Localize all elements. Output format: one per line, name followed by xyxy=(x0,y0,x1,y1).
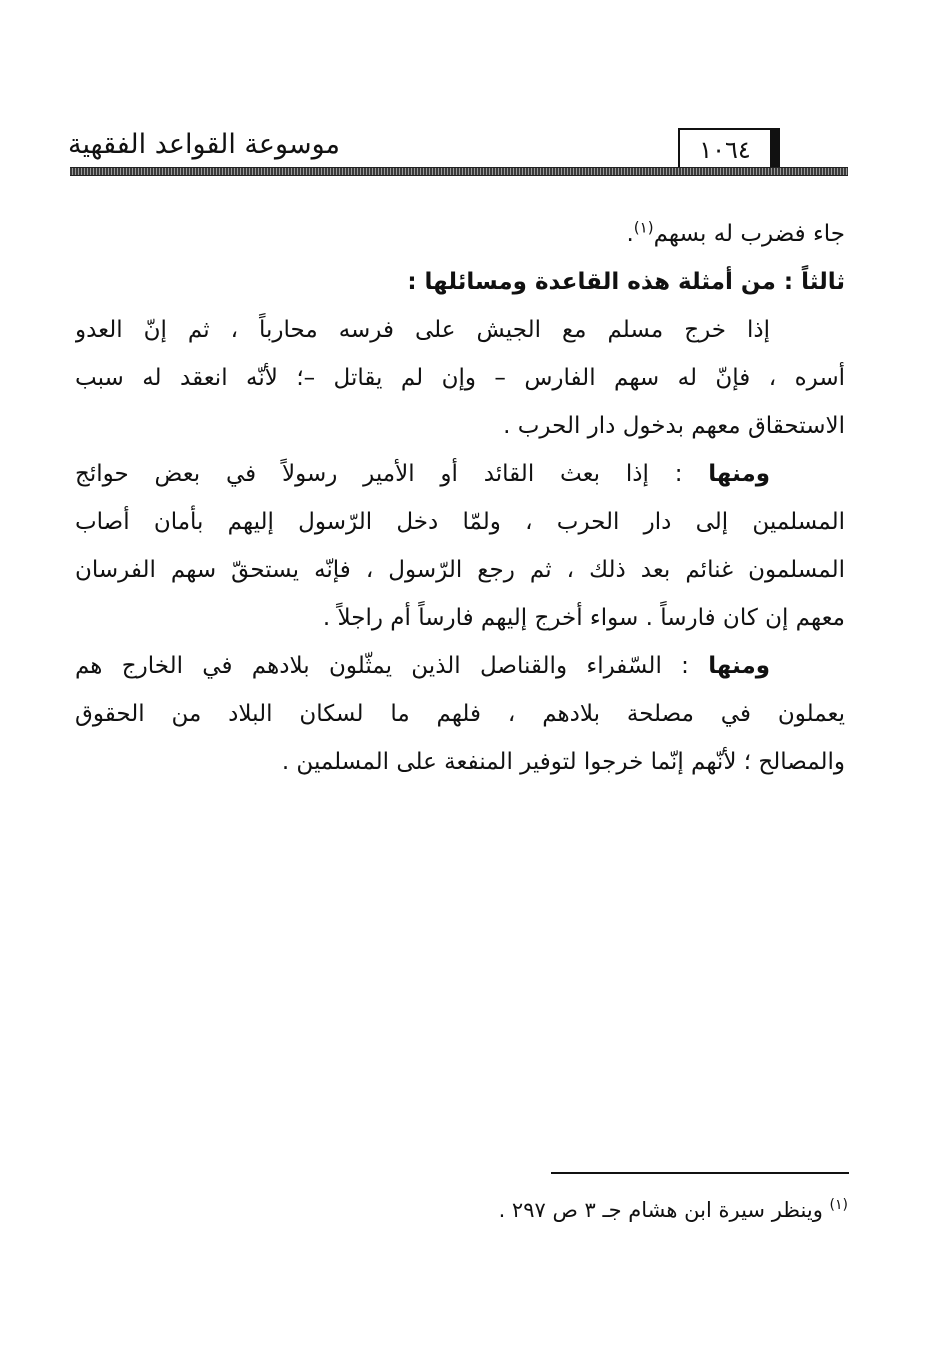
text-line: معهم إن كان فارساً . سواء أخرج إليهم فارساً أم راجلاً . xyxy=(322,605,845,631)
paragraph-2 xyxy=(75,450,845,642)
text-line: والمصالح ؛ لأنّهم إنّما خرجوا لتوفير المنفعة على المسلمين . xyxy=(281,749,845,775)
footnote-ref: (١) xyxy=(633,218,654,237)
text-line: المسلمين إلى دار الحرب ، ولمّا دخل الرّسول إليهم بأمان أصاب xyxy=(75,509,845,535)
paragraph-lead: ومنها xyxy=(708,461,770,487)
text-line-content: : إذا بعث القائد أو الأمير رسولاً في بعض حوائج xyxy=(75,461,709,487)
text-line-content: : السّفراء والقناصل الذين يمثّلون بلادهم في الخارج هم xyxy=(75,653,709,679)
paragraph-3 xyxy=(75,642,845,786)
continuation-end: . xyxy=(626,221,634,247)
running-header-title: موسوعة القواعد الفقهية xyxy=(68,129,340,160)
text-line: يعملون في مصلحة بلادهم ، فلهم ما لسكان البلاد من الحقوق xyxy=(75,701,845,727)
text-line: إذا خرج مسلم مع الجيش على فرسه محارباً ، ثم إنّ العدو xyxy=(75,317,770,343)
text-line: الاستحقاق معهم بدخول دار الحرب . xyxy=(503,413,845,439)
footnote xyxy=(320,1190,848,1230)
text-line: المسلمون غنائم بعد ذلك ، ثم رجع الرّسول ، فإنّه يستحقّ سهم الفرسان xyxy=(75,557,845,583)
footnote-separator xyxy=(551,1172,849,1174)
text-line xyxy=(75,450,845,498)
paragraph-lead: ومنها xyxy=(708,653,770,679)
section-heading: ثالثاً : من أمثلة هذه القاعدة ومسائلها : xyxy=(407,269,845,295)
page-body xyxy=(75,210,845,786)
page-number-shadow xyxy=(772,128,780,172)
text-line: أسره ، فإنّ له سهم الفارس – وإن لم يقاتل –؛ لأنّه انعقد له سبب xyxy=(75,365,845,391)
text-line xyxy=(75,642,845,690)
header-rule xyxy=(70,167,848,176)
footnote-number: (١) xyxy=(829,1197,848,1213)
continuation-text: جاء فضرب له بسهم xyxy=(653,221,845,247)
page-number: ١٠٦٤ xyxy=(678,128,772,169)
footnote-text: وينظر سيرة ابن هشام جـ ٣ ص ٢٩٧ . xyxy=(498,1198,823,1222)
continuation-line xyxy=(75,210,845,258)
paragraph-1 xyxy=(75,306,845,450)
